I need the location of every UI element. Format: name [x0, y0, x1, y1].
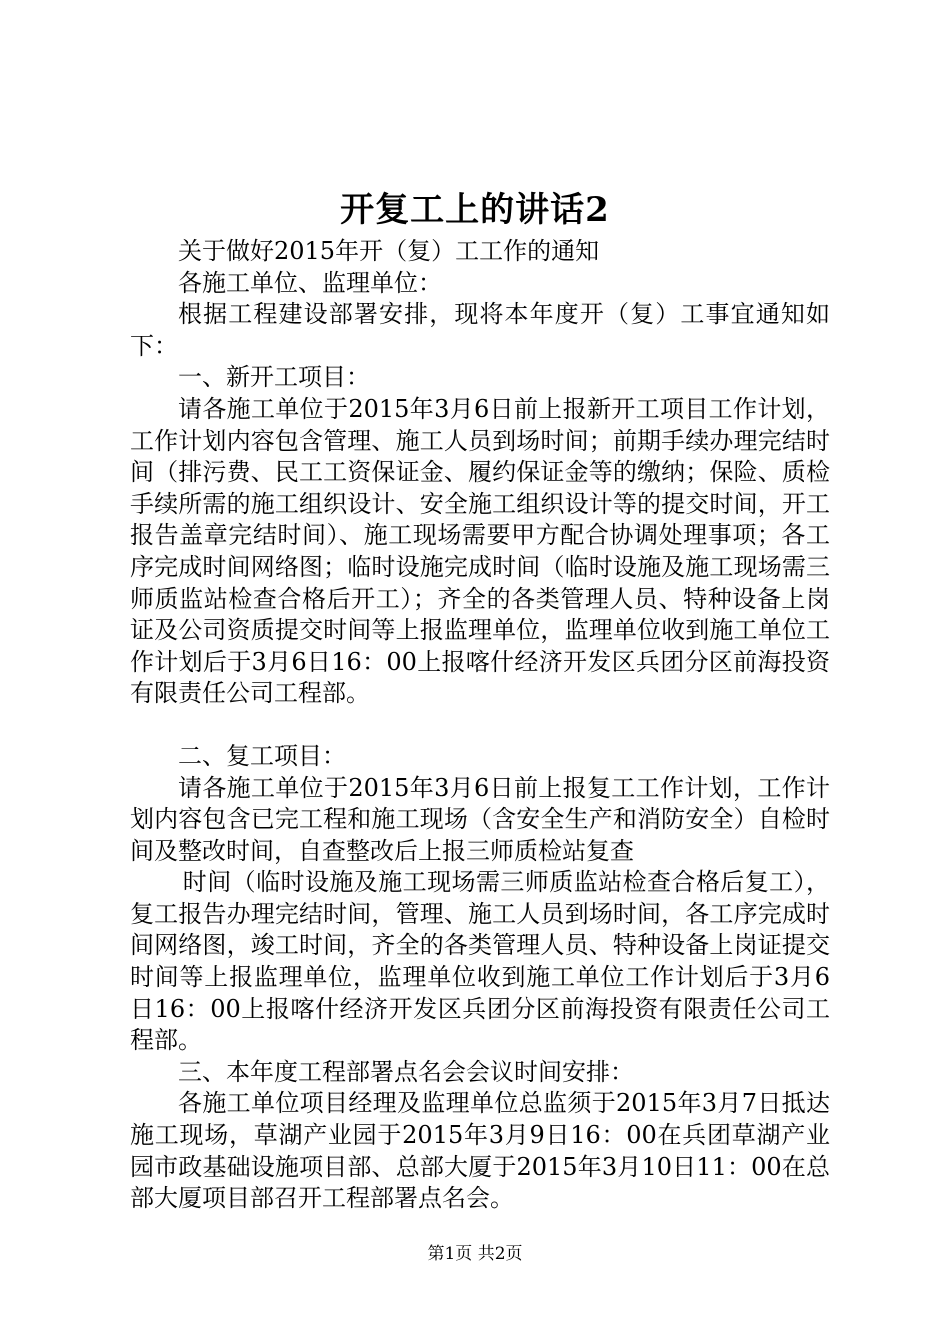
page-footer: 第1页 共2页	[427, 1244, 523, 1264]
recipients-line: 各施工单位、监理单位：	[178, 268, 442, 297]
section-heading-resumed-projects: 二、复工项目：	[178, 741, 346, 770]
meeting-schedule-paragraph: 各施工单位项目经理及监理单位总监须于2015年3月7日抵达施工现场，草湖产业园于2015年3月9日16：00在兵团草湖产业园市政基础设施项目部、总部大厦于2015年3月10日11：00在总部大厦项目部召开工程部署点名会。	[130, 1089, 830, 1213]
resumed-projects-paragraph: 请各施工单位于2015年3月6日前上报复工工作计划，工作计划内容包含已完工程和施工现场（含安全生产和消防安全）自检时间及整改时间，自查整改后上报三师质检站复查	[130, 773, 830, 865]
section-heading-new-projects: 一、新开工项目：	[178, 363, 370, 392]
resumed-projects-paragraph-continued: 时间（临时设施及施工现场需三师质监站检查合格后复工），复工报告办理完结时间，管理、施工人员到场时间，各工序完成时间网络图，竣工时间，齐全的各类管理人员、特种设备上岗证提交时间等上报监理单位，监理单位收到施工单位工作计划后于3月6日16：00上报喀什经济开发区兵团分区前海投资有限责任公司工程部。	[130, 868, 830, 1055]
document-body	[130, 236, 830, 1215]
document-title: 开复工上的讲话2	[340, 190, 610, 230]
intro-paragraph: 根据工程建设部署安排，现将本年度开（复）工事宜通知如下：	[130, 300, 830, 360]
new-projects-paragraph: 请各施工单位于2015年3月6日前上报新开工项目工作计划，工作计划内容包含管理、施工人员到场时间；前期手续办理完结时间（排污费、民工工资保证金、履约保证金等的缴纳；保险、质检手续所需的施工组织设计、安全施工组织设计等的提交时间，开工报告盖章完结时间）、施工现场需要甲方配合协调处理事项；各工序完成时间网络图；临时设施完成时间（临时设施及施工现场需三师质监站检查合格后开工）；齐全的各类管理人员、特种设备上岗证及公司资质提交时间等上报监理单位，监理单位收到施工单位工作计划后于3月6日16：00上报喀什经济开发区兵团分区前海投资有限责任公司工程部。	[130, 394, 830, 708]
notice-heading: 关于做好2015年开（复）工工作的通知	[178, 237, 600, 265]
section-heading-meeting-schedule: 三、本年度工程部署点名会会议时间安排：	[178, 1057, 634, 1086]
